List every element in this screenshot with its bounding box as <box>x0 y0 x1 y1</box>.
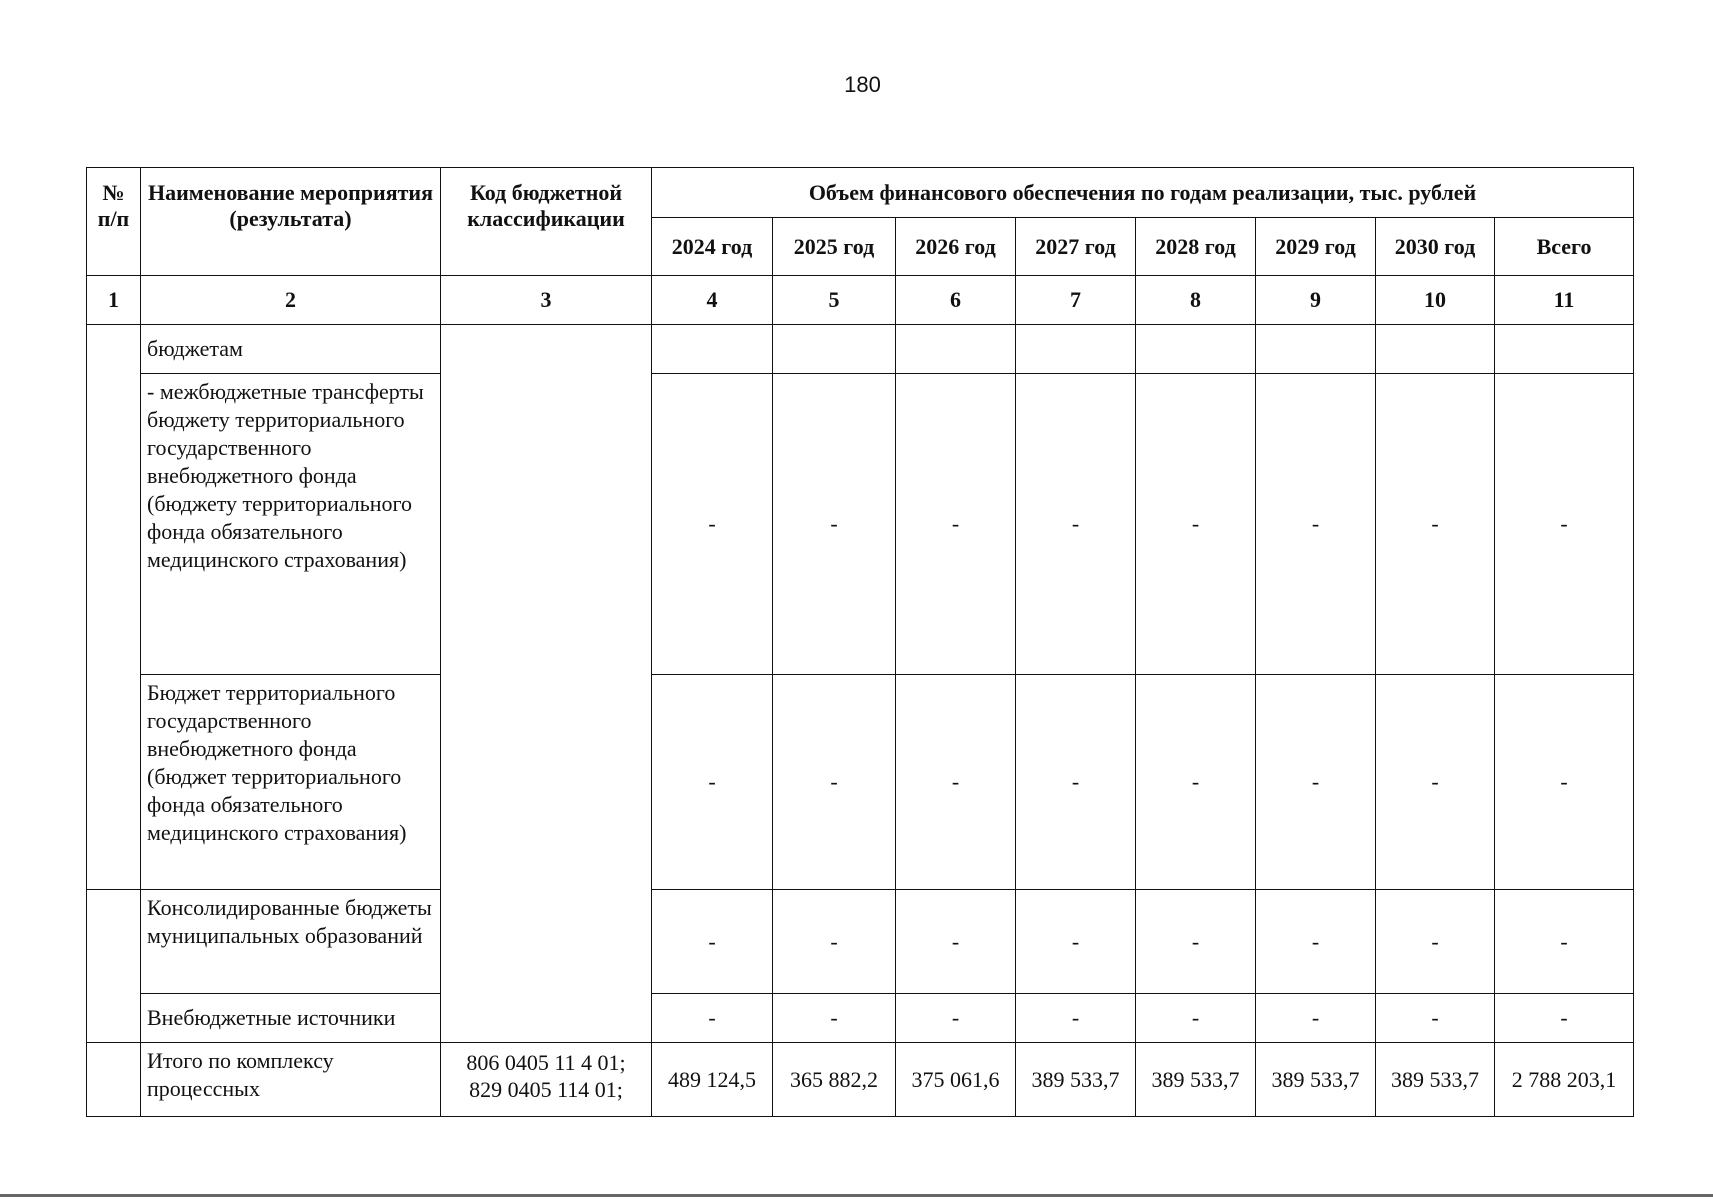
code-cell: 806 0405 11 4 01; 829 0405 114 01; <box>441 1043 652 1117</box>
index-cell: 6 <box>896 276 1016 325</box>
code-cell-empty <box>441 325 652 1043</box>
index-cell: 10 <box>1376 276 1495 325</box>
value-cell: - <box>652 675 773 890</box>
value-cell: - <box>896 994 1016 1043</box>
header-code: Код бюджетной классификации <box>441 168 652 276</box>
value-cell: - <box>652 994 773 1043</box>
table-row <box>87 325 1634 374</box>
value-cell: - <box>652 374 773 675</box>
value-cell: - <box>1495 374 1634 675</box>
index-cell: 4 <box>652 276 773 325</box>
value-cell: - <box>773 374 896 675</box>
header-year-2029: 2029 год <box>1256 218 1376 276</box>
value-cell: - <box>1495 994 1634 1043</box>
row-name: Внебюджетные источники <box>141 994 441 1043</box>
index-cell: 8 <box>1136 276 1256 325</box>
index-cell: 5 <box>773 276 896 325</box>
table-row <box>87 994 1634 1043</box>
header-volume: Объем финансового обеспечения по годам реализации, тыс. рублей <box>652 168 1634 218</box>
value-cell: - <box>1376 890 1495 994</box>
table-row <box>87 675 1634 890</box>
value-cell: - <box>1256 994 1376 1043</box>
value-cell: 389 533,7 <box>1256 1043 1376 1117</box>
value-cell: - <box>1136 994 1256 1043</box>
row-name: бюджетам <box>141 325 441 374</box>
value-cell: - <box>1136 890 1256 994</box>
header-year-2028: 2028 год <box>1136 218 1256 276</box>
value-cell: - <box>773 890 896 994</box>
index-cell: 2 <box>141 276 441 325</box>
header-num: № п/п <box>87 168 141 276</box>
header-year-2030: 2030 год <box>1376 218 1495 276</box>
value-cell <box>1495 325 1634 374</box>
index-cell: 11 <box>1495 276 1634 325</box>
value-cell: - <box>1495 675 1634 890</box>
table-row <box>87 890 1634 994</box>
value-cell: - <box>1376 374 1495 675</box>
value-cell: 375 061,6 <box>896 1043 1016 1117</box>
header-total: Всего <box>1495 218 1634 276</box>
header-year-2024: 2024 год <box>652 218 773 276</box>
value-cell: - <box>652 890 773 994</box>
table-row <box>87 1043 1634 1117</box>
num-cell-empty <box>87 1043 141 1117</box>
value-cell <box>1376 325 1495 374</box>
value-cell: - <box>1256 374 1376 675</box>
value-cell: - <box>896 890 1016 994</box>
value-cell: - <box>1016 994 1136 1043</box>
value-cell: - <box>1495 890 1634 994</box>
value-cell: 389 533,7 <box>1016 1043 1136 1117</box>
value-cell: - <box>1016 374 1136 675</box>
value-cell: - <box>1136 374 1256 675</box>
value-cell: 2 788 203,1 <box>1495 1043 1634 1117</box>
index-cell: 9 <box>1256 276 1376 325</box>
index-cell: 7 <box>1016 276 1136 325</box>
header-year-2025: 2025 год <box>773 218 896 276</box>
value-cell <box>896 325 1016 374</box>
value-cell: 389 533,7 <box>1376 1043 1495 1117</box>
value-cell: - <box>1376 675 1495 890</box>
value-cell: - <box>1376 994 1495 1043</box>
value-cell: - <box>896 374 1016 675</box>
header-year-2026: 2026 год <box>896 218 1016 276</box>
header-year-2027: 2027 год <box>1016 218 1136 276</box>
value-cell: - <box>1256 675 1376 890</box>
value-cell: - <box>1256 890 1376 994</box>
value-cell: - <box>1016 675 1136 890</box>
value-cell: 365 882,2 <box>773 1043 896 1117</box>
num-cell-empty <box>87 890 141 1043</box>
value-cell: 389 533,7 <box>1136 1043 1256 1117</box>
value-cell <box>773 325 896 374</box>
value-cell <box>1136 325 1256 374</box>
page-number: 180 <box>844 72 881 97</box>
value-cell <box>1256 325 1376 374</box>
row-name: Итого по комплексу процессных <box>141 1043 441 1117</box>
value-cell: - <box>773 994 896 1043</box>
value-cell: - <box>773 675 896 890</box>
value-cell <box>1016 325 1136 374</box>
row-name: Консолидированные бюджеты муниципальных образований <box>141 890 441 994</box>
value-cell: - <box>1136 675 1256 890</box>
index-cell: 1 <box>87 276 141 325</box>
scan-edge <box>0 1194 1713 1197</box>
index-cell: 3 <box>441 276 652 325</box>
table-row <box>87 374 1634 675</box>
budget-table <box>86 167 1634 1117</box>
value-cell <box>652 325 773 374</box>
num-cell-empty <box>87 325 141 890</box>
header-name: Наименование мероприятия (результата) <box>141 168 441 276</box>
value-cell: - <box>1016 890 1136 994</box>
row-name: Бюджет территориального государственного внебюджетного фонда (бюджет территориального фонда обязательного медицинского страхования) <box>141 675 441 890</box>
row-name: - межбюджетные трансферты бюджету территориального государственного внебюджетного фонда (бюджету территориального фонда обязательного медицинского страхования) <box>141 374 441 675</box>
value-cell: 489 124,5 <box>652 1043 773 1117</box>
value-cell: - <box>896 675 1016 890</box>
